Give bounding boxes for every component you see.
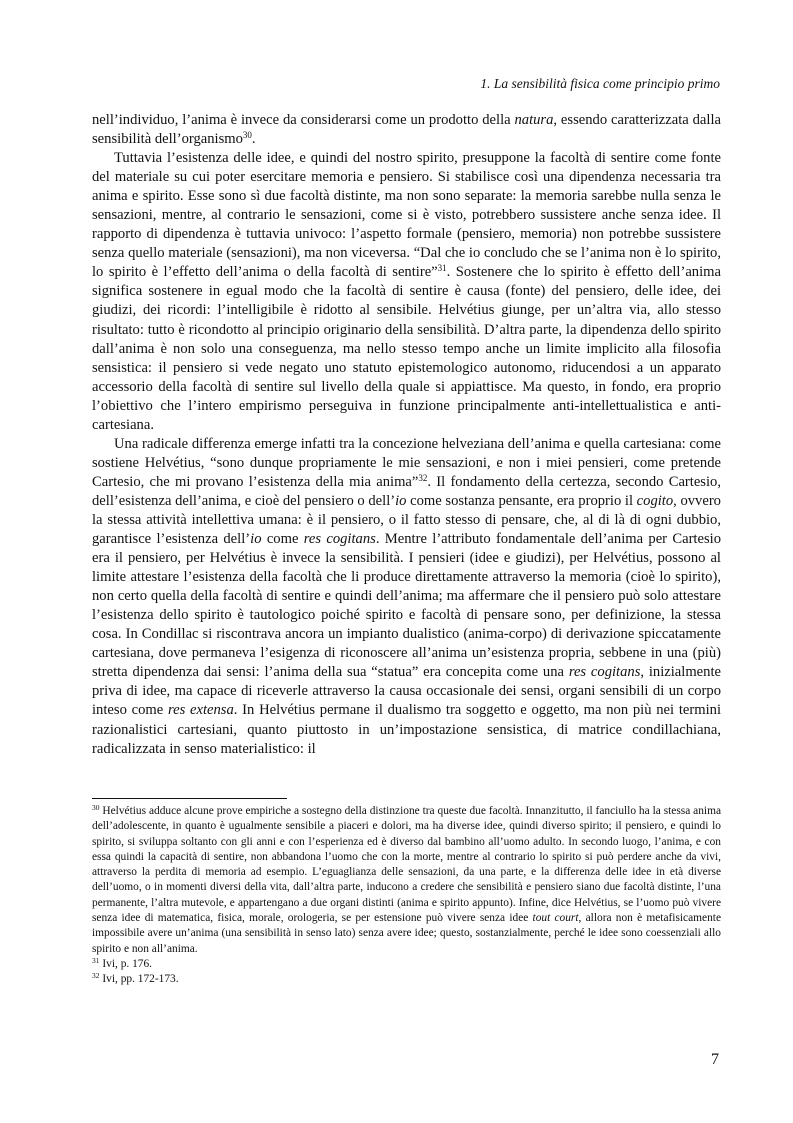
footnote-number: 30 (92, 803, 100, 812)
text-run: Ivi, p. 176. (99, 957, 153, 970)
text-run: , inizialmente priva di idee, ma capace di riceverle attraverso la causa occasionale dei sensi, organi sensibili di un corpo inteso come (92, 664, 721, 719)
running-header: 1. La sensibilità fisica come principio primo (480, 76, 720, 91)
italic-run: res cogitans (568, 664, 641, 681)
text-run: Ivi, pp. 172-173. (99, 973, 179, 986)
paragraph-1 (92, 111, 721, 149)
text-run: . Sostenere che lo spirito è effetto dell’anima significa sostenere in egual modo che la facoltà di sentire è causa (fonte) del pensiero, delle idee, dei giudizi, dei ricordi: l’intelligibile è ridotto al sensibile. Helvétius giunge, per un’altra via, allo stesso risultato: tutto è ricondotto al principio originario della sensibilità. D’altra parte, la dipendenza dello spirito dall’anima è non solo una conseguenza, ma nello stesso tempo anche un limite implicito alla filosofia sensistica: il pensiero si vede negato uno statuto epistemologico autonomo, riducendosi a un apparato accessorio della facoltà di sentire sul livello della quale si appiattisce. Ma questo, in fondo, era proprio l’obiettivo che l’intero empirismo perseguiva in funzione principalmente anti-intellettualistica e anti-cartesiana. (92, 264, 721, 433)
text-run: . In Helvétius permane il dualismo tra soggetto e oggetto, ma non più nei termini razionalistici cartesiani, quanto piuttosto in un’impostazione sensistica, di matrice condillachiana, radicalizzata in senso materialistico: il (92, 702, 721, 757)
text-run: nell’individuo, l’anima è invece da considerarsi come un prodotto della (92, 112, 515, 128)
text-run: . (251, 131, 256, 148)
text-run: . Il fondamento della certezza, secondo Cartesio, dell’esistenza dell’anima, e cioè del pensiero o dell’ (92, 473, 721, 509)
text-run: . Mentre l’attributo fondamentale dell’anima per Cartesio era il pensiero, per Helvétius è invece la sensibilità. I pensieri (idee e giudizi), per Helvétius, possono al limite attestare l’esistenza della facoltà che li produce direttamente attraverso la memoria (cioè lo spirito), non certo quella della facoltà di sentire e quindi dell’anima; ma affermare che il pensiero può solo attestare l’esistenza dello spirito è tautologico poiché spirito e facoltà di pensare sono, per definizione, la stessa cosa. In Condillac si riscontrava ancora un impianto dualistico (anima-corpo) di derivazione spiccatamente cartesiana, dove permaneva l’esigenza di riconoscere all’anima un’esistenza propria, sebbene in una (più) stretta dipendenza dai sensi: l’anima della sua “statua” era concepita come una (92, 531, 721, 681)
footnote-ref-30[interactable]: 30 (242, 130, 252, 141)
italic-run: cogito (636, 492, 674, 509)
text-run: Una radicale differenza emerge infatti tra la concezione helveziana dell’anima e quella cartesiana: come sostiene Helvétius, “sono dunque propriamente le mie sensazioni, e non i miei pensieri, come pretende Cartesio, che mi provano l’esistenza della mia anima” (92, 435, 721, 490)
text-run: , allora non è metafisicamente impossibile avere un’anima (una sensibilità in senso lato) senza avere idee; questo, sostanzialmente, perché le idee sono coessenziali allo spirito e non all’anima. (92, 912, 721, 955)
footnote-30 (92, 804, 721, 957)
text-run: Helvétius adduce alcune prove empiriche a sostegno della distinzione tra queste due facoltà. Innanzitutto, il fanciullo ha la stessa anima dell’adolescente, in quanto è ugualmente sensibile a piaceri e dolori, ma ha diverse idee, quindi diverso spirito; il pensiero, e quindi lo spirito, si sviluppa soltanto con gli anni e con l’esperienza ed è diverso dal bambino all’uomo adulto. In secondo luogo, l’anima, e con essa quindi la capacità di sentire, non abbandona l’uomo che con la morte, mentre al contrario lo spirito si può perdere anche da vivi, attraverso la perdita di memoria ad esempio. L’eguaglianza delle sensazioni, da una parte, e la differenza delle idee in età diverse dell’uomo, o in momenti diversi della vita, dall’altra parte, inducono a credere che sensibilità e pensiero siano due facoltà distinte, l’una permanente, l’altra mutevole, e appartengano a due organi distinti (anima e spirito appunto). Infine, dice Helvétius, se l’uomo può vivere senza idee di matematica, fisica, morale, orologeria, se per estensione può vivere senza idee (92, 805, 721, 925)
footnote-number: 31 (92, 955, 100, 965)
text-run: , ovvero la stessa attività intellettiva umana: è il pensiero, o il fatto stesso di pensare, che, al di là di ogni dubbio, garantisce l’esistenza dell’ (92, 492, 721, 548)
italic-run: io (395, 492, 407, 509)
text-run: come (261, 531, 304, 548)
footnote-number: 32 (92, 971, 100, 981)
paragraph-2 (92, 149, 721, 435)
footnote-separator (92, 798, 287, 799)
italic-run: tout court (532, 912, 579, 925)
paragraph-3 (92, 435, 721, 759)
text-run: , essendo caratterizzata dalla sensibilità dell’organismo (92, 112, 721, 148)
footnote-32 (92, 972, 721, 987)
text-run: Tuttavia l’esistenza delle idee, e quindi del nostro spirito, presuppone la facoltà di sentire come fonte del materiale su cui poter esercitare memoria e pensiero. Si stabilisce così una dipendenza necessaria tra anima e spirito. Esse sono sì due facoltà distinte, ma non sono separate: la memoria sarebbe nulla senza le sensazioni, mentre, al contrario le sensazioni, come si è visto, potrebbero sussistere anche senza idee. Il rapporto di dipendenza è tuttavia univoco: l’aspetto formale (pensiero, memoria) non potrebbe sussistere senza quello materiale (sensazioni), ma non viceversa. “Dal che io concludo che se l’anima non è lo spirito, lo spirito è l’effetto dell’anima o della facoltà di sentire” (92, 150, 721, 281)
italic-run: io (250, 531, 262, 548)
page-number: 7 (711, 1051, 719, 1068)
italic-run: res cogitans (303, 531, 376, 548)
main-text (92, 111, 721, 759)
footnote-ref-31[interactable]: 31 (437, 263, 447, 274)
italic-run: natura (514, 112, 554, 128)
italic-run: res extensa (167, 702, 234, 719)
text-run: come sostanza pensante, era proprio il (406, 492, 637, 509)
footnote-31 (92, 957, 721, 972)
footnotes (92, 804, 721, 988)
footnote-ref-32[interactable]: 32 (418, 472, 428, 483)
